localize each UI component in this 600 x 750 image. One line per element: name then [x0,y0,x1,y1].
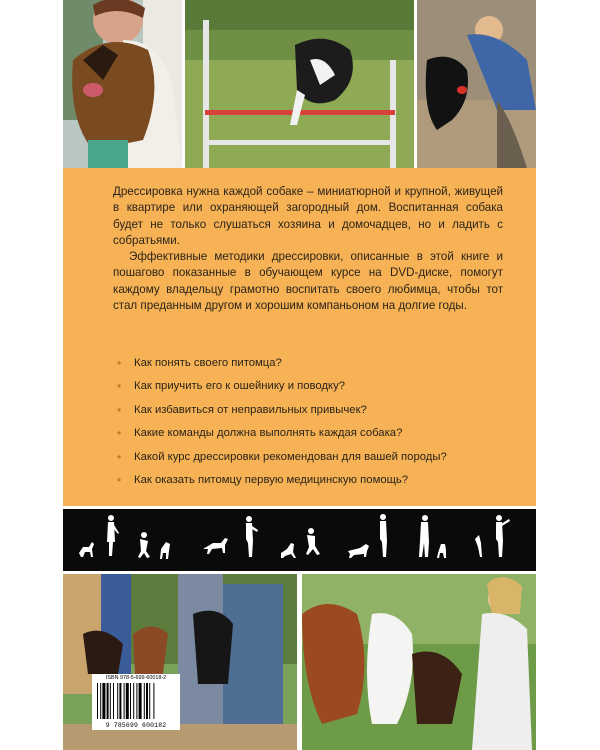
list-item [117,425,527,448]
list-item [117,402,527,425]
silhouette-strip [63,509,536,571]
bullet-icon: • [117,402,122,417]
list-item [117,449,527,472]
intro-paragraph-1: Дрессировка нужна каждой собаке – миниатюрной и крупной, живущей в квартире или охраняющей загородный дом. Воспитанная собака будет не только слушаться хозяина и домочадцев, но и ладить с собратьями. [113,185,503,247]
list-item [117,355,527,378]
isbn-barcode [92,674,180,730]
question-text: Как оказать питомцу первую медицинскую помощь? [134,473,409,486]
intro-paragraph-2: Эффективные методики дрессировки, описанные в этой книге и пошагово показанные в обучающем курсе на DVD-диске, помогут каждому владельцу грамотно воспитать своего любимца, чтобы тот стал преданным другом и хорошим компаньоном на долгие годы. [113,250,503,313]
barcode-number: 9 785699 600182 [105,722,167,729]
question-text: Какой курс дрессировки рекомендован для вашей породы? [134,450,447,463]
list-item [117,472,527,495]
bullet-icon: • [117,379,122,394]
training-silhouettes-icon [63,509,536,571]
question-text: Как понять своего питомца? [134,357,282,369]
description-panel [63,168,536,506]
photo-girl-with-dogs [302,574,536,750]
photo-dog-agility-jump [185,0,414,168]
question-text: Как избавиться от неправильных привычек? [134,403,367,416]
question-text: Как приучить его к ошейнику и поводку? [134,380,346,393]
list-item [117,378,527,401]
question-list [117,355,527,495]
photo-man-with-shepherd [63,0,182,168]
question-text: Какие команды должна выполнять каждая собака? [134,427,403,440]
photo-girl-with-black-dog [417,0,536,168]
bullet-icon: • [117,356,122,370]
description-text [113,184,503,314]
bullet-icon: • [117,472,122,487]
bullet-icon: • [117,449,122,464]
isbn-label: ISBN 978-5-699-60018-2 [105,675,167,681]
bullet-icon: • [117,426,122,441]
